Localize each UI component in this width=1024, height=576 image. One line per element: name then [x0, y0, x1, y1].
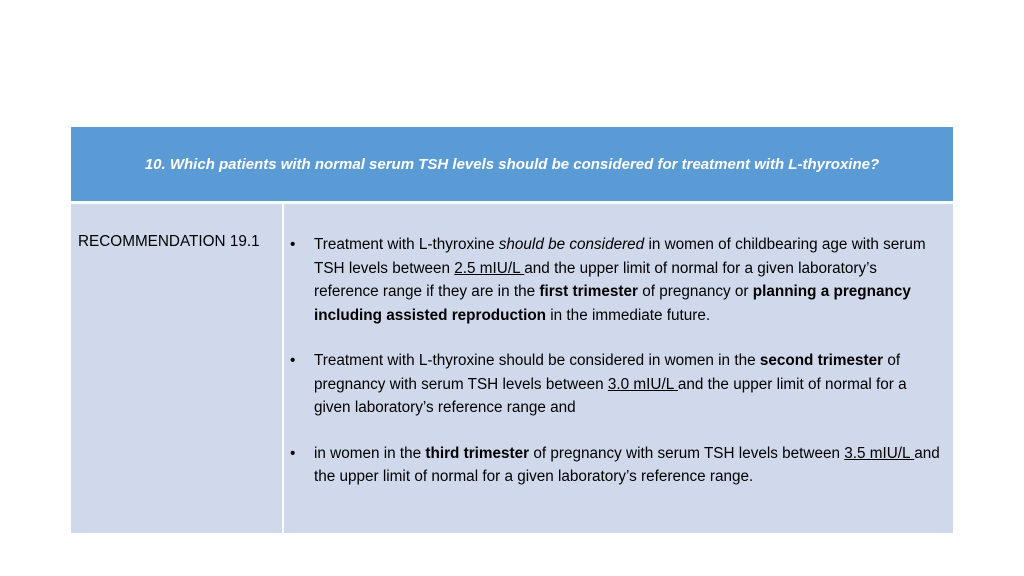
- bold-run: planning a pregnancy including assisted reproduction: [314, 283, 911, 324]
- text-run: and the upper limit of normal for a given laboratory’s reference range if they are in the: [314, 259, 877, 300]
- text-run: of pregnancy or: [637, 283, 753, 300]
- text-run: and the upper limit of normal for a given laboratory’s reference range and: [314, 375, 907, 416]
- recommendation-label: RECOMMENDATION 19.1: [71, 204, 284, 533]
- bullet-dot: •: [290, 444, 296, 462]
- table-header: [71, 127, 953, 204]
- bullet-item: [288, 442, 945, 489]
- bullet-dot: •: [290, 236, 296, 253]
- text-run: of pregnancy with serum TSH levels between: [314, 352, 901, 393]
- text-run: Treatment with L-thyroxine should be considered in women in the: [314, 352, 760, 369]
- text-run: in the immediate future.: [546, 306, 711, 324]
- underlined-value: 2.5 mIU/L: [454, 259, 525, 277]
- underlined-value: 3.5 mIU/L: [844, 444, 915, 462]
- bold-run: second trimester: [759, 352, 884, 369]
- text-run: in women of childbearing age with serum TSH levels between: [314, 236, 926, 277]
- text-run: of pregnancy with serum TSH levels between: [529, 444, 845, 462]
- bullet-item: [288, 233, 945, 327]
- bullet-text: [314, 233, 945, 327]
- bullet-text: [314, 442, 945, 489]
- bullet-text: [314, 349, 945, 420]
- text-run: Treatment with L-thyroxine: [314, 236, 499, 253]
- bold-run: third trimester: [425, 444, 530, 462]
- text-run: in women in the: [314, 444, 426, 462]
- underlined-value: 3.0 mIU/L: [607, 375, 678, 393]
- bullet-dot: •: [290, 352, 296, 369]
- bullet-item: [288, 349, 945, 420]
- question-title: 10. Which patients with normal serum TSH levels should be considered for treatment with L-thyroxine?: [144, 155, 880, 173]
- recommendation-row: [71, 204, 953, 533]
- bold-run: first trimester: [539, 283, 638, 300]
- italic-run: should be considered: [498, 236, 645, 253]
- recommendation-body: [284, 204, 953, 533]
- text-run: and the upper limit of normal for a given laboratory’s reference range.: [314, 444, 940, 485]
